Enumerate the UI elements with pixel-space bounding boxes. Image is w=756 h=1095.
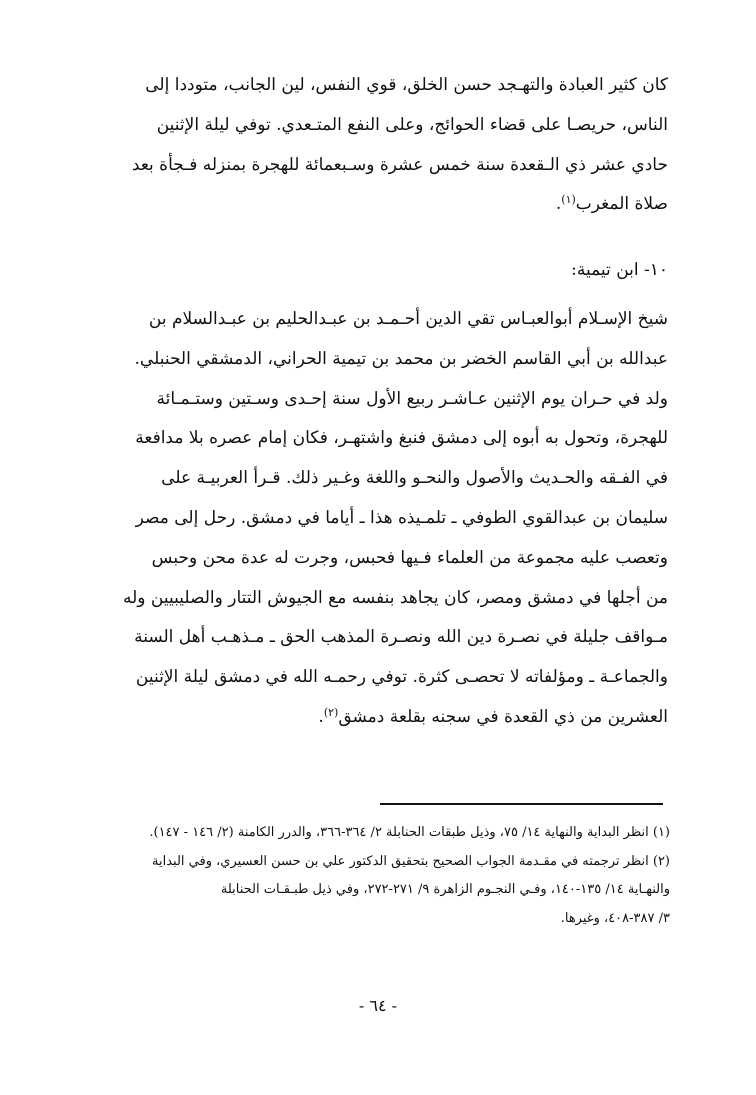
text-line: في الفـقه والحـديث والأصول والنحـو واللغة وغـير ذلك. قـرأ العربيـة على	[161, 468, 668, 489]
footnote-reference-2: (٢)	[323, 705, 339, 719]
section-heading-ibn-taymiyya: ١٠- ابن تيمية:	[571, 260, 668, 280]
text-line: كان كثير العبادة والتهـجد حسن الخلق، قوي النفس، لين الجانب، متوددا إلى	[145, 75, 668, 95]
text-line	[82, 185, 668, 225]
footnote-line: والنهـاية ١٤/ ١٣٥-١٤٠، وفـي النجـوم الزاهرة ٩/ ٢٧١-٢٧٢، وفي ذيل طبـقـات الحنابلة	[220, 882, 670, 897]
footnote-line: (١) انظر البداية والنهاية ١٤/ ٧٥، وذيل طبقات الحنابلة ٢/ ٣٦٤-٣٦٦، والدرر الكامنة (٢/ ١٤٦ - ١٤٧).	[149, 825, 670, 840]
text-line-content: العشرين من ذي القعدة في سجنه بقلعة دمشق	[338, 706, 668, 727]
text-line: عبدالله بن أبي القاسم الخضر بن محمد بن تيمية الحراني، الدمشقي الحنبلي.	[134, 348, 668, 369]
footnotes	[80, 819, 670, 933]
text-line	[82, 698, 668, 738]
text-line: من أجلها في دمشق ومصر، كان يجاهد بنفسه مع الجيوش التتار والصليبيين وله	[123, 587, 668, 608]
text-line: والجماعـة ـ ومؤلفاته لا تحصـى كثرة. توفي رحمـه الله في دمشق ليلة الإثنين	[135, 667, 668, 688]
footnote-1	[80, 819, 670, 848]
footnote-reference-1: (١)	[561, 193, 576, 207]
text-line: للهجرة، وتحول به أبوه إلى دمشق فنبغ واشتهـر، فكان إمام عصره بلا مدافعة	[135, 428, 668, 449]
page-number: - ٦٤ -	[358, 996, 398, 1015]
biography-paragraph-2	[82, 300, 668, 738]
text-line: حادي عشر ذي الـقعدة سنة خمس عشرة وسـبعمائة للهجرة بمنزله فـجأة بعد	[131, 154, 668, 175]
footnote-2	[80, 848, 670, 934]
text-line: الناس، حريصـا على قضاء الحوائج، وعلى النفع المتـعدي. توفي ليلة الإثنين	[156, 114, 668, 135]
text-line: شيخ الإسـلام أبوالعبـاس تقي الدين أحـمـد بن عبـدالحليم بن عبـدالسلام بن	[148, 309, 668, 329]
biography-paragraph-1	[82, 66, 668, 225]
footnote-line: (٢) انظر ترجمته في مقـدمة الجواب الصحيح بتحقيق الدكتور علي بن حسن العسيري، وفي البداية	[152, 853, 670, 869]
text-line: سليمان بن عبدالقوي الطوفي ـ تلمـيذه هذا ـ أياما في دمشق. رحل إلى مصر	[135, 507, 668, 528]
text-line-content: صلاة المغرب	[575, 194, 668, 215]
footnote-line: ٣/ ٣٨٧-٤٠٨، وغيرها.	[560, 910, 670, 926]
text-line: ولد في حـران يوم الإثنين عـاشـر ربيع الأول سنة إحـدى وسـتين وستـمـائة	[156, 388, 668, 409]
text-line: مـواقف جليلة في نصـرة دين الله ونصـرة المذهب الحق ـ مـذهـب أهل السنة	[134, 627, 668, 648]
sentence-end-mark: .	[555, 194, 562, 215]
text-line: وتعصب عليه مجموعة من العلماء فـيها فحبس، وجرت له عدة محن وحبس	[151, 547, 668, 568]
sentence-end-mark: .	[318, 706, 324, 727]
footnote-separator	[380, 803, 663, 805]
